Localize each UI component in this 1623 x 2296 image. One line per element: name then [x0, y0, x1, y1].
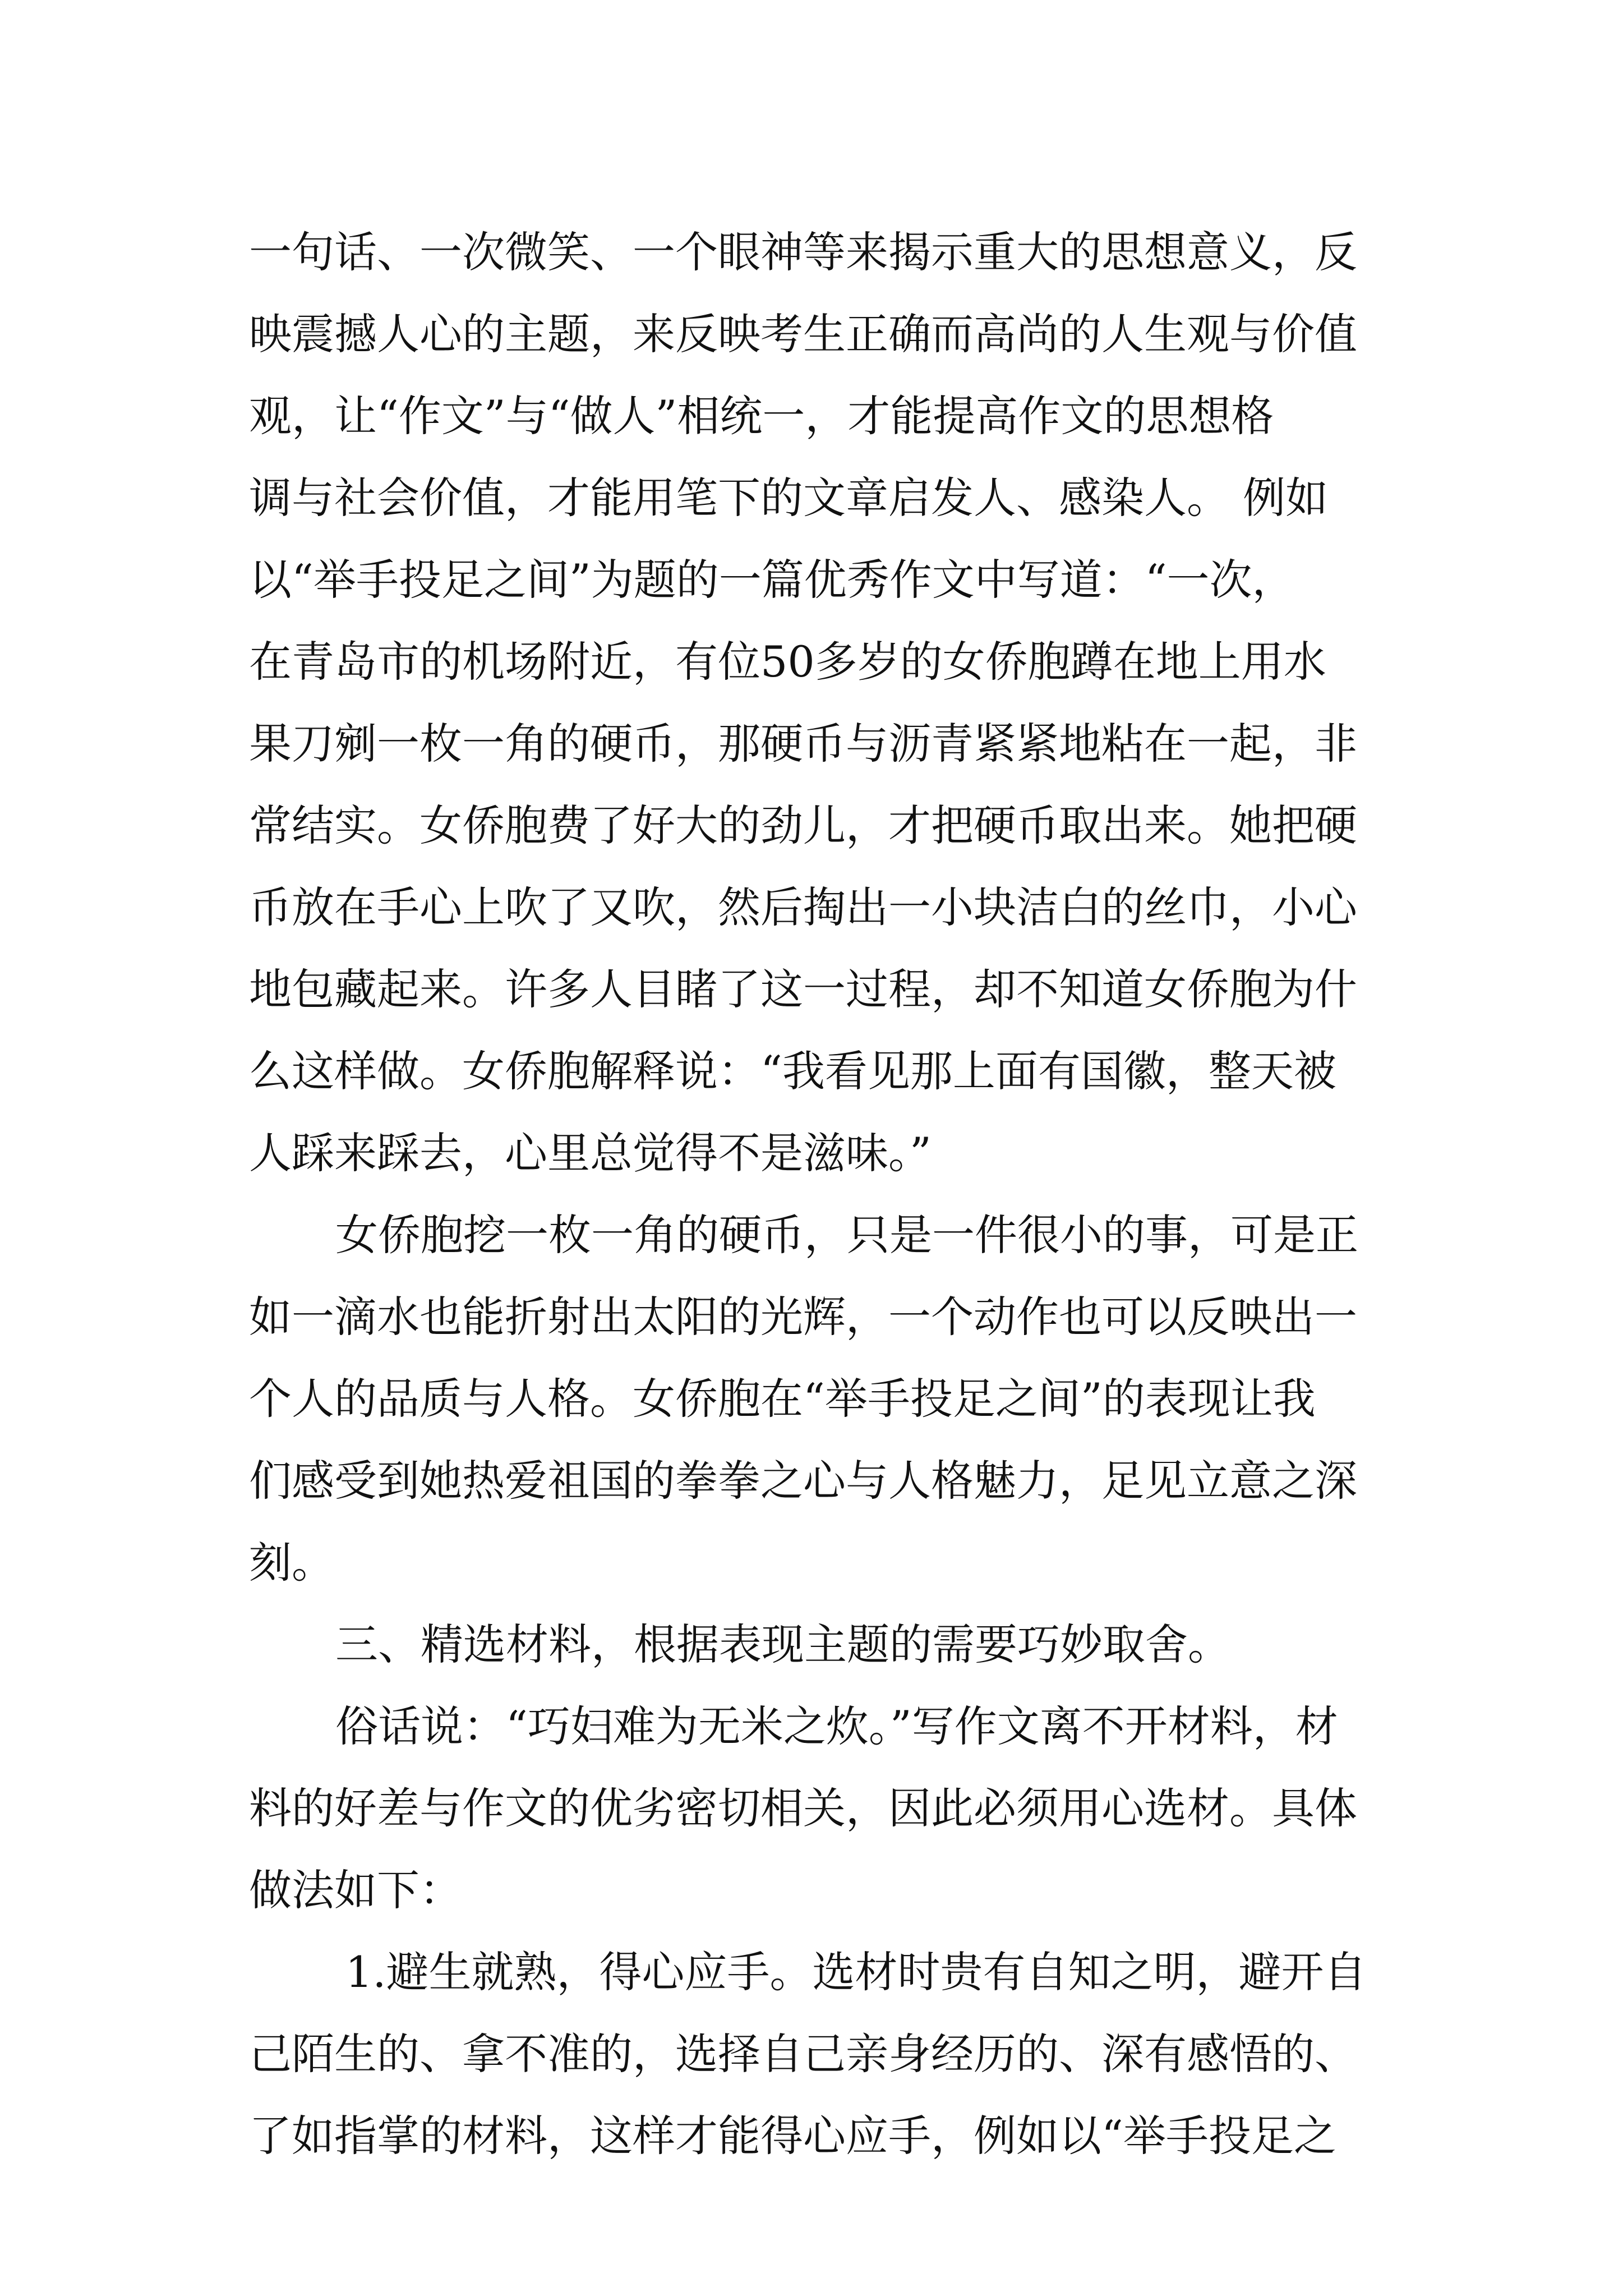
- text-line: 己陌生的、拿不准的，选择自己亲身经历的、深有感悟的、: [249, 2029, 1357, 2079]
- text-line: 人踩来踩去，心里总觉得不是滋味。”: [249, 1128, 932, 1178]
- text-line: 常结实。女侨胞费了好大的劲儿，才把硬币取出来。她把硬: [249, 800, 1357, 850]
- text-line: 刻。: [249, 1538, 334, 1588]
- body-text: [249, 211, 1393, 2177]
- text-line: 币放在手心上吹了又吹，然后掏出一小块洁白的丝巾，小心: [249, 882, 1357, 932]
- text-line: 如一滴水也能折射出太阳的光辉，一个动作也可以反映出一: [249, 1292, 1357, 1342]
- text-line: 地包藏起来。许多人目睹了这一过程，却不知道女侨胞为什: [249, 964, 1357, 1014]
- text-line: 了如指掌的材料，这样才能得心应手，例如以“举手投足之: [249, 2111, 1336, 2161]
- text-line: 果刀剜一枚一角的硬币，那硬币与沥青紧紧地粘在一起，非: [249, 719, 1357, 769]
- text-line: 料的好差与作文的优劣密切相关，因此必须用心选材。具体: [249, 1783, 1357, 1833]
- text-line: 女侨胞挖一枚一角的硬币，只是一件很小的事，可是正: [335, 1210, 1358, 1260]
- text-line: 俗话说：“巧妇难为无米之炊。”写作文离不开材料，材: [335, 1701, 1338, 1751]
- text-line: 们感受到她热爱祖国的拳拳之心与人格魅力，足见立意之深: [249, 1456, 1357, 1506]
- text-line: 以“举手投足之间”为题的一篇优秀作文中写道：“一次，: [249, 555, 1295, 605]
- text-line: 一句话、一次微笑、一个眼神等来揭示重大的思想意义，反: [249, 227, 1357, 277]
- text-line: 个人的品质与人格。女侨胞在“举手投足之间”的表现让我: [249, 1374, 1316, 1424]
- text-line: 在青岛市的机场附近，有位50多岁的女侨胞蹲在地上用水: [249, 637, 1326, 687]
- text-line: 么这样做。女侨胞解释说：“我看见那上面有国徽，整天被: [249, 1046, 1336, 1096]
- text-line: 观，让“作文”与“做人”相统一，才能提高作文的思想格: [249, 391, 1274, 441]
- text-line: 映震撼人心的主题，来反映考生正确而高尚的人生观与价值: [249, 309, 1357, 359]
- text-line: 1.避生就熟，得心应手。选材时贵有自知之明，避开自: [345, 1947, 1367, 1997]
- section-heading: 三、精选材料，根据表现主题的需要巧妙取舍。: [335, 1619, 1230, 1669]
- text-line: 调与社会价值，才能用笔下的文章启发人、感染人。 例如: [249, 473, 1329, 523]
- text-line: 做法如下：: [249, 1865, 462, 1915]
